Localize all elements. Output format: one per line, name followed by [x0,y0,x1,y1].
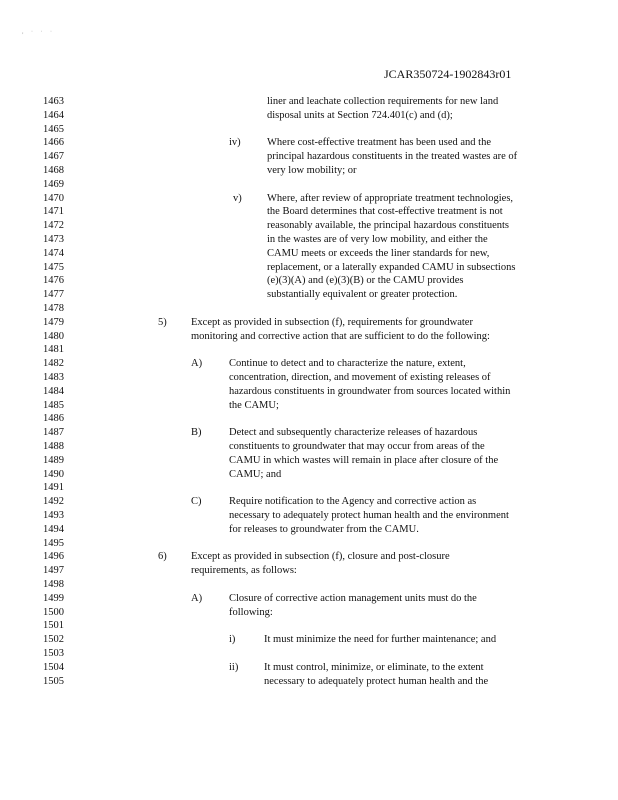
item-label: iv) [229,137,241,149]
line-number: 1504 [43,661,64,673]
body-text-line: the Board determines that cost-effective treatment is not [267,206,503,218]
body-text-line: following: [229,606,273,618]
line-number: 1471 [43,206,64,218]
item-label: 6) [158,551,167,563]
body-text-line: replacement, or a laterally expanded CAMU in subsections [267,261,516,273]
line-number: 1470 [43,192,64,204]
line-number: 1495 [43,537,64,549]
body-text-line: necessary to adequately protect human health and the environment [229,510,509,521]
line-number: 1503 [43,648,64,659]
body-text-line: concentration, direction, and movement of existing releases of [229,372,491,383]
line-number: 1494 [43,523,64,535]
body-text-line: principal hazardous constituents in the treated wastes are of [267,151,518,163]
line-number: 1496 [43,551,64,563]
line-number: 1497 [43,565,64,577]
line-number: 1475 [43,261,64,273]
line-number: 1484 [43,385,64,397]
line-number: 1482 [43,358,64,370]
line-number: 1473 [43,234,64,245]
body-text-line: constituents to groundwater that may occur from areas of the [229,441,485,452]
item-label: ii) [229,661,239,673]
line-number: 1467 [43,151,64,163]
item-label: B) [191,427,202,439]
body-text-line: the CAMU; [229,399,279,411]
line-number: 1498 [43,579,64,590]
line-number: 1501 [43,620,64,632]
line-number: 1487 [43,427,64,439]
body-text-line: CAMU; and [229,468,282,480]
body-text-line: Continue to detect and to characterize the nature, extent, [229,358,466,370]
item-label: A) [191,358,203,370]
body-text-line: substantially equivalent or greater protection. [267,289,458,301]
body-text-line: (e)(3)(A) and (e)(3)(B) or the CAMU provides [267,275,464,287]
scan-corner-mark: , · · · [22,29,55,35]
line-number: 1491 [43,482,64,494]
line-number: 1488 [43,441,64,452]
body-text-line: in the wastes are of very low mobility, and either the [267,234,488,245]
line-number: 1505 [43,675,64,687]
body-text-line: Except as provided in subsection (f), closure and post-closure [191,551,450,563]
line-number: 1493 [43,510,64,521]
line-number: 1478 [43,303,64,314]
body-text-line: Where cost-effective treatment has been used and the [267,137,491,149]
document-id: JCAR350724-1902843r01 [384,67,512,81]
item-label: C) [191,496,202,508]
body-text-line: Closure of corrective action management units must do the [229,592,477,604]
line-number: 1479 [43,316,64,328]
body-text-line: for releases to groundwater from the CAMU. [229,523,419,535]
line-number: 1500 [43,606,64,618]
line-number: 1481 [43,344,64,356]
line-number: 1463 [43,96,64,107]
body-text-line: It must minimize the need for further maintenance; and [264,634,497,646]
item-label: A) [191,592,203,604]
body-text-line: CAMU meets or exceeds the liner standards for new, [267,247,490,259]
line-number: 1472 [43,220,64,232]
line-number: 1485 [43,399,64,411]
line-number: 1502 [43,634,64,646]
body-text-line: monitoring and corrective action that are sufficient to do the following: [191,330,490,342]
line-number: 1489 [43,454,64,466]
line-number: 1464 [43,109,64,121]
body-text-line: requirements, as follows: [191,565,297,577]
line-number: 1486 [43,413,64,425]
body-text-line: liner and leachate collection requirements for new land [267,96,499,107]
body-text-line: disposal units at Section 724.401(c) and (d); [267,109,453,121]
line-number: 1476 [43,275,64,287]
line-number: 1469 [43,178,64,190]
body-text-line: hazardous constituents in groundwater from sources located within [229,385,511,397]
item-label: i) [229,634,236,646]
body-text-line: Where, after review of appropriate treatment technologies, [267,192,514,204]
body-text-line: reasonably available, the principal hazardous constituents [267,220,509,232]
body-text-line: very low mobility; or [267,165,357,176]
line-number: 1492 [43,496,64,508]
body-text-line: It must control, minimize, or eliminate, to the extent [264,661,484,673]
body-text-line: necessary to adequately protect human health and the [264,675,489,687]
body-text-line: CAMU in which wastes will remain in place after closure of the [229,454,499,466]
line-number: 1466 [43,137,64,149]
line-number: 1480 [43,330,64,342]
body-text-line: Detect and subsequently characterize releases of hazardous [229,427,478,439]
line-number: 1483 [43,372,64,383]
body-text-line: Require notification to the Agency and corrective action as [229,496,477,508]
item-label: 5) [158,316,167,328]
line-number: 1465 [43,123,64,135]
body-text-line: Except as provided in subsection (f), requirements for groundwater [191,316,473,328]
line-number: 1474 [43,247,64,259]
line-number: 1468 [43,165,64,176]
line-number: 1499 [43,592,64,604]
line-number: 1490 [43,468,64,480]
line-number: 1477 [43,289,64,301]
item-label: v) [233,192,242,204]
